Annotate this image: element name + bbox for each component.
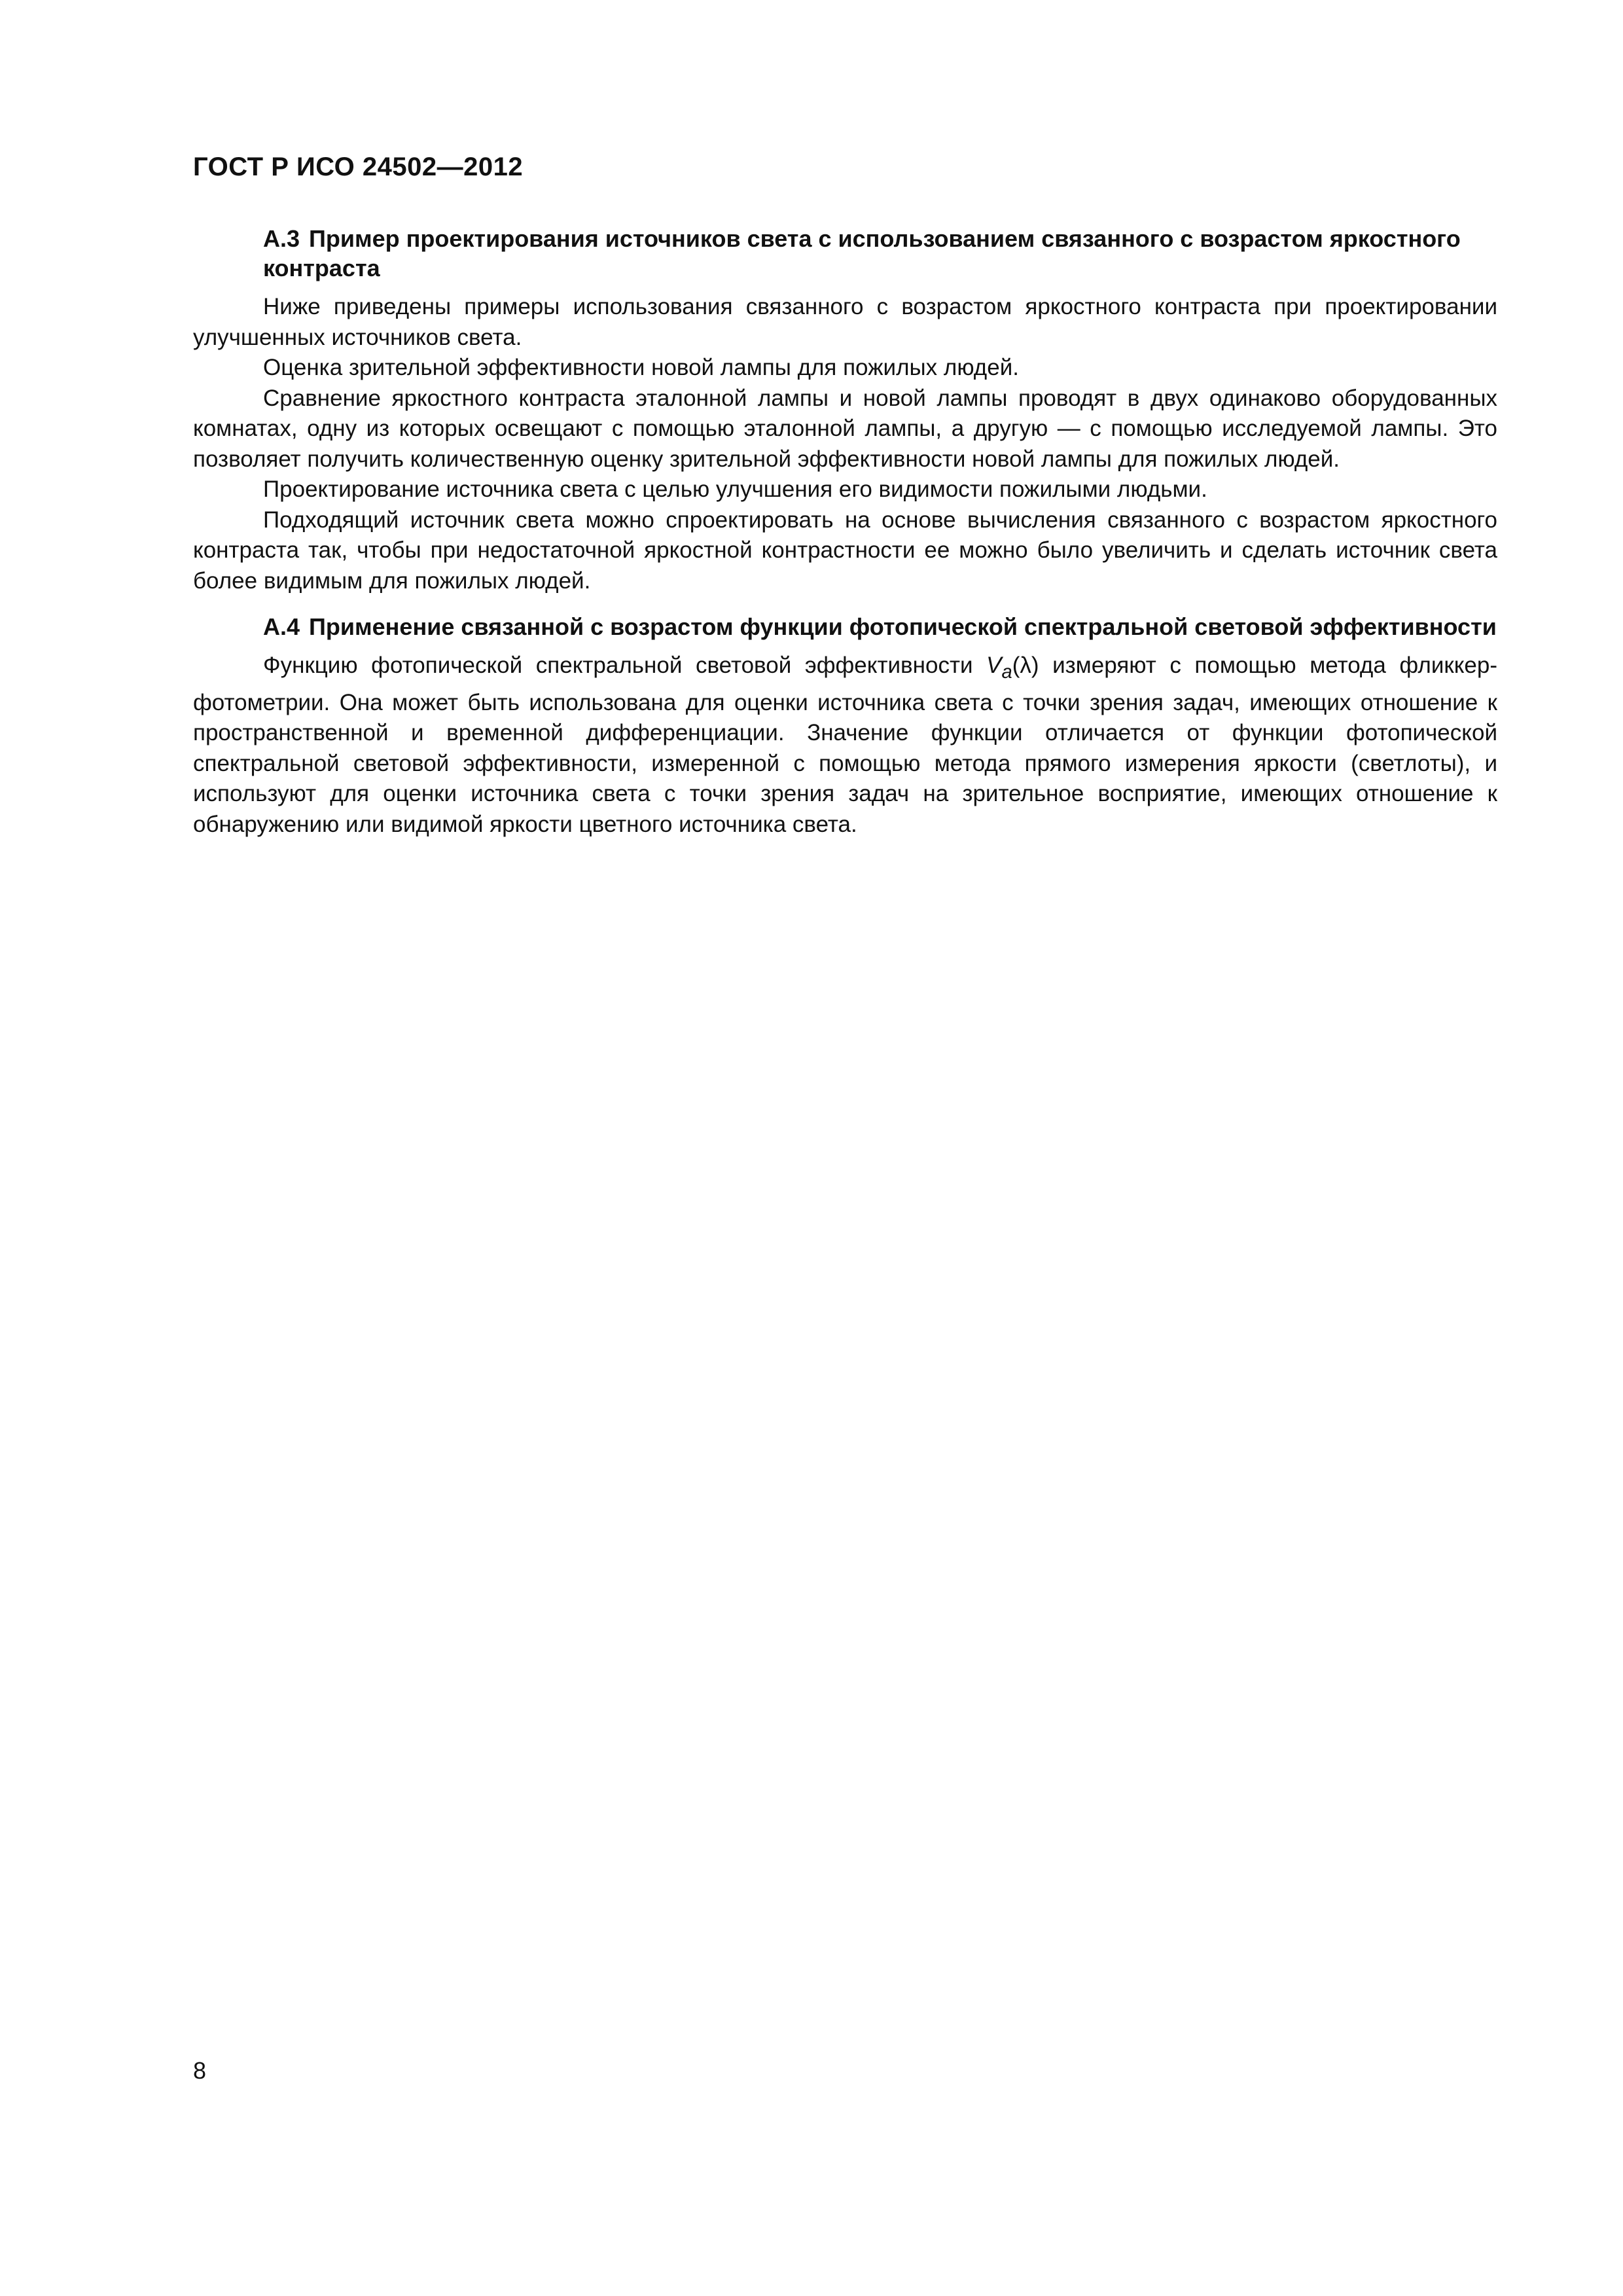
- section-title: Применение связанной с возрастом функции фотопической спектральной световой эффективности: [309, 613, 1497, 640]
- section-heading-a3: [193, 224, 1497, 283]
- paragraph-text-after: измеряют с помощью метода фликкер-фотометрии. Она может быть использована для оценки источника света с точки зрения задач, имеющих отношение к пространственной и временной дифференциации. Значение функции отличается от функции фотопической спектральной световой эффективности, измеренной с помощью метода прямого измерения яркости (светлоты), и используют для оценки источника света с точки зрения задач на зрительное восприятие, имеющих отношение к обнаружению или видимой яркости цветного источника света.: [193, 653, 1497, 837]
- section-title: Пример проектирования источников света с использованием связанного с возрастом яркостного контраста: [263, 225, 1461, 281]
- section-a3: [193, 224, 1497, 596]
- section-heading-a4: [193, 612, 1497, 641]
- paragraph: Ниже приведены примеры использования связанного с возрастом яркостного контраста при проектировании улучшенных источников света.: [193, 294, 1497, 350]
- paragraph: Проектирование источника света с целью улучшения его видимости пожилыми людьми.: [263, 476, 1207, 502]
- paragraph: Подходящий источник света можно спроектировать на основе вычисления связанного с возрастом яркостного контраста так, чтобы при недостаточной яркостной контрастности ее можно было увеличить и сделать источник света более видимым для пожилых людей.: [193, 507, 1497, 594]
- section-a4: [193, 612, 1497, 840]
- formula-argument: (λ): [1012, 653, 1039, 678]
- document-standard-id: ГОСТ Р ИСО 24502—2012: [193, 152, 524, 181]
- document-body: [193, 224, 1497, 840]
- paragraph: Оценка зрительной эффективности новой лампы для пожилых людей.: [263, 355, 1019, 380]
- formula-symbol: V: [986, 653, 1002, 678]
- section-spacer: [193, 596, 1497, 612]
- page-number: 8: [193, 2057, 207, 2084]
- paragraph-text-before: Функцию фотопической спектральной световой эффективности: [263, 653, 987, 678]
- paragraph: Сравнение яркостного контраста эталонной лампы и новой лампы проводят в двух одинаково оборудованных комнатах, одну из которых освещают с помощью эталонной лампы, а другую — с помощью исследуемой лампы. Это позволяет получить количественную оценку зрительной эффективности новой лампы для пожилых людей.: [193, 385, 1497, 472]
- section-number: А.4: [263, 613, 300, 640]
- paragraph-with-formula: [193, 651, 1497, 840]
- section-number: А.3: [263, 225, 300, 252]
- formula-subscript: a: [1001, 662, 1012, 683]
